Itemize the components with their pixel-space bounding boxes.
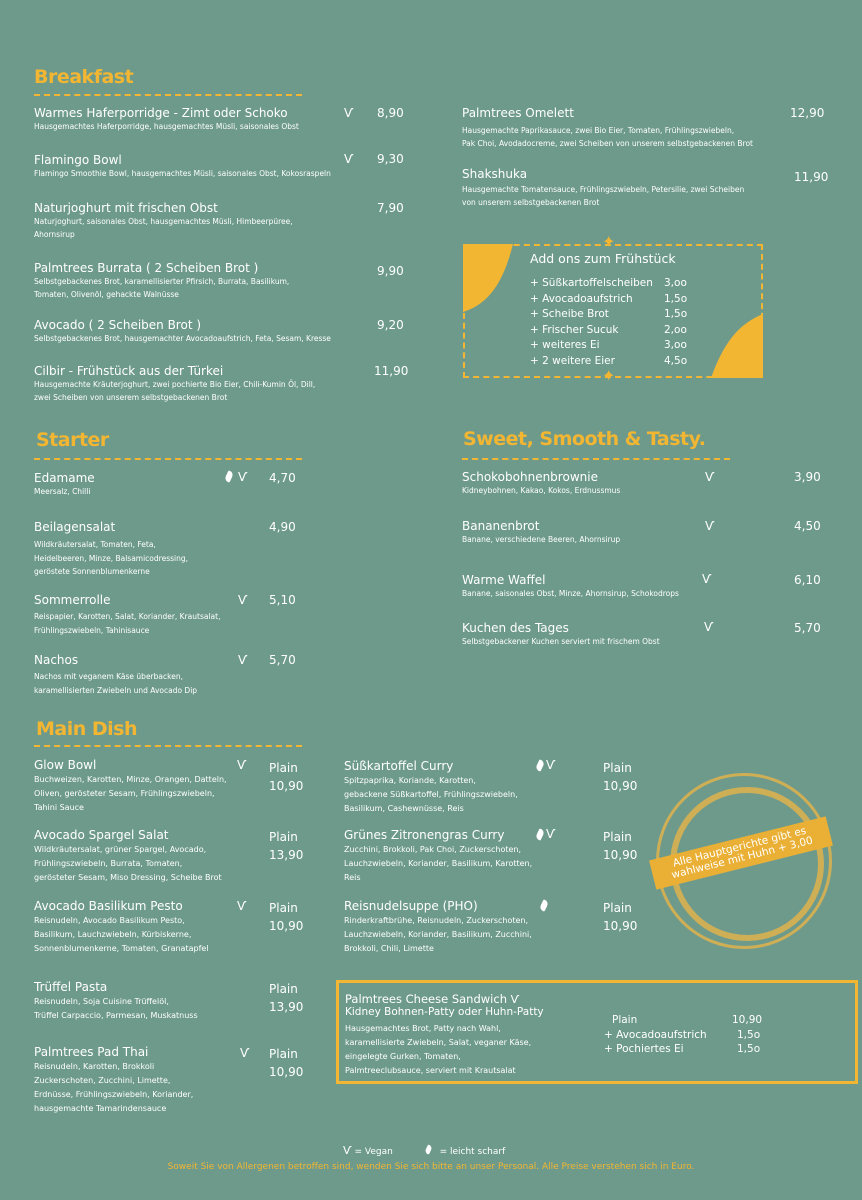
item-desc: Zucchini, Brokkoli, Pak Choi, Zuckerschoten, Lauchzwiebeln, Koriander, Basilikum, Karotten, Reis	[344, 845, 533, 882]
sparkle-icon: ✦	[602, 366, 616, 385]
menu-item	[34, 758, 247, 815]
sandwich-subtitle: Kidney Bohnen-Patty oder Huhn-Patty	[345, 1006, 544, 1018]
item-name: Palmtrees Pad Thai	[34, 1045, 149, 1059]
item-price: 4,50	[794, 519, 821, 533]
option-name: + Avocadoaufstrich	[604, 1028, 707, 1041]
item-price: 4,90	[269, 520, 296, 534]
vegan-leaf-icon: Ѵ	[546, 827, 556, 841]
vegan-leaf-icon: Ѵ	[238, 470, 248, 484]
item-desc: Hausgemachte Tomatensauce, Frühlingszwiebeln, Petersilie, zwei Scheiben von unserem selbstgebackenen Brot	[462, 185, 745, 207]
sandwich-options	[604, 1013, 762, 1057]
item-desc: Nachos mit veganem Käse überbacken, karamellisierten Zwiebeln und Avocado Dip	[34, 672, 198, 695]
menu-item	[34, 899, 264, 956]
menu-item	[462, 106, 802, 150]
item-price-block	[603, 828, 637, 864]
divider	[462, 458, 730, 460]
item-name: Glow Bowl	[34, 758, 97, 772]
addon-name: + weiteres Ei	[530, 339, 600, 351]
item-desc: Rinderkraftbrühe, Reisnudeln, Zuckerschoten, Lauchzwiebeln, Koriander, Basilikum, Zucchini, Brokkoli, Chili, Limette	[344, 916, 532, 953]
addon-name: + Süßkartoffelscheiben	[530, 277, 653, 289]
addon-price: 4,5o	[664, 354, 688, 367]
item-price: 10,90	[269, 919, 304, 933]
item-name: Nachos	[34, 653, 79, 667]
menu-item	[34, 520, 254, 579]
item-desc: Reispapier, Karotten, Salat, Koriander, Krautsalat, Frühlingszwiebeln, Tahinisauce	[34, 612, 221, 635]
item-desc: Selbstgebackenes Brot, hausgemachter Avocadoaufstrich, Feta, Sesam, Kresse	[34, 334, 331, 343]
vegan-leaf-icon: Ѵ	[240, 1046, 250, 1060]
item-name: Kuchen des Tages	[462, 621, 569, 635]
legend-spicy: = leicht scharf	[439, 1147, 506, 1157]
item-price-block	[269, 1045, 303, 1081]
item-name: Süßkartoffel Curry	[344, 759, 454, 773]
divider	[34, 94, 302, 96]
addons-box	[463, 232, 763, 385]
item-name: Cilbir - Frühstück aus der Türkei	[34, 364, 224, 378]
item-price: 13,90	[269, 1000, 304, 1014]
vegan-leaf-icon: Ѵ	[705, 519, 715, 533]
menu-item	[462, 573, 722, 601]
item-price: 6,10	[794, 573, 821, 587]
option-price: 1,5o	[737, 1028, 761, 1041]
option-row	[604, 1013, 762, 1028]
item-price: 9,90	[377, 264, 404, 278]
addon-row	[530, 276, 687, 292]
menu-item	[34, 653, 264, 697]
item-price: 9,20	[377, 318, 404, 332]
plain-label: Plain	[269, 982, 298, 996]
item-name: Reisnudelsuppe (PHO)	[344, 899, 478, 913]
menu-item	[462, 621, 722, 649]
item-price-block	[603, 759, 637, 795]
item-price: 5,70	[794, 621, 821, 635]
vegan-leaf-icon: Ѵ	[702, 572, 712, 586]
item-price: 12,90	[790, 106, 825, 120]
item-name: Palmtrees Omelett	[462, 106, 574, 120]
plain-label: Plain	[603, 830, 632, 844]
addons-list	[530, 276, 687, 369]
vegan-leaf-icon: Ѵ	[344, 106, 354, 120]
item-name: Avocado Spargel Salat	[34, 828, 169, 842]
option-row	[604, 1028, 762, 1043]
item-price-block	[269, 828, 303, 864]
addon-name: + Frischer Sucuk	[530, 323, 619, 336]
item-price: 10,90	[269, 779, 304, 793]
vegan-leaf-icon: Ѵ	[704, 620, 714, 634]
vegan-leaf-icon: Ѵ	[510, 993, 520, 1006]
divider	[34, 458, 302, 460]
item-price: 3,90	[794, 470, 821, 484]
plain-label: Plain	[269, 901, 298, 915]
item-name: Beilagensalat	[34, 520, 116, 534]
divider	[34, 745, 302, 747]
legend	[343, 1144, 505, 1157]
item-price: 8,90	[377, 106, 404, 120]
item-price-block	[269, 759, 303, 795]
sandwich-desc: Hausgemachtes Brot, Patty nach Wahl, karamellisierte Zwiebeln, Salat, veganer Käse, eingelegte Gurken, Tomaten, Palmtreeclubsauce, serviert mit Krautsalat	[345, 1024, 532, 1075]
item-desc: Banane, saisonales Obst, Minze, Ahornsirup, Schokodrops	[462, 589, 679, 598]
addon-row	[530, 307, 687, 323]
section-title-breakfast: Breakfast	[34, 66, 134, 88]
menu-item	[34, 201, 374, 241]
item-price: 7,90	[377, 201, 404, 215]
item-price: 5,70	[269, 653, 296, 667]
menu-item	[34, 261, 374, 301]
item-price-block	[603, 899, 637, 935]
chili-icon	[426, 1145, 431, 1157]
menu-item	[34, 1045, 264, 1116]
item-price: 4,70	[269, 471, 296, 485]
item-price-block	[269, 980, 303, 1016]
menu-item	[462, 470, 715, 498]
item-price: 11,90	[374, 364, 409, 378]
chili-icon	[537, 760, 543, 774]
vegan-leaf-icon: Ѵ	[238, 653, 248, 667]
addon-price: 1,5o	[664, 308, 688, 320]
legend-vegan: = Vegan	[354, 1147, 393, 1157]
vegan-leaf-icon: Ѵ	[238, 593, 248, 607]
addon-name: + Avocadoaufstrich	[530, 292, 633, 305]
addon-price: 2,oo	[664, 323, 687, 336]
plain-label: Plain	[269, 761, 298, 775]
menu-item	[34, 471, 234, 499]
item-desc: Meersalz, Chilli	[34, 487, 91, 496]
item-desc: Naturjoghurt, saisonales Obst, hausgemachtes Müsli, Himbeerpüree, Ahornsirup	[34, 217, 293, 239]
menu-item	[34, 318, 404, 346]
section-title-sweet: Sweet, Smooth & Tasty.	[463, 428, 706, 450]
menu-item	[462, 519, 715, 547]
option-row	[604, 1042, 762, 1057]
item-desc: Hausgemachte Kräuterjoghurt, zwei pochierte Bio Eier, Chili-Kumin Öl, Dill, zwei Scheiben von unserem selbstgebackenen Brot	[34, 380, 316, 402]
allergen-footer: Soweit Sie von Allergenen betroffen sind, wenden Sie sich bitte an unser Personal. Alle Preise verstehen sich in Euro.	[167, 1162, 695, 1172]
option-name: + Pochiertes Ei	[604, 1043, 684, 1055]
menu-item	[462, 167, 802, 209]
menu-item	[34, 980, 264, 1023]
addon-row	[530, 354, 687, 370]
item-desc: Reisnudeln, Karotten, Brokkoli Zuckerschoten, Zucchini, Limette, Erdnüsse, Frühlingszwiebeln, Koriander, hausgemachte Tamarindensauce	[34, 1062, 194, 1113]
addon-name: + Scheibe Brot	[530, 308, 609, 320]
item-desc: Reisnudeln, Soja Cuisine Trüffelöl, Trüffel Carpaccio, Parmesan, Muskatnuss	[34, 997, 198, 1020]
item-desc: Spitzpaprika, Koriande, Karotten, gebackene Süßkartoffel, Frühlingszwiebeln, Basilikum, Cashewnüsse, Reis	[344, 776, 518, 813]
option-name: Plain	[612, 1014, 638, 1026]
item-price: 10,90	[603, 848, 638, 862]
sparkle-icon: ✦	[602, 232, 616, 251]
item-name: Flamingo Bowl	[34, 153, 122, 167]
vegan-leaf-icon: Ѵ	[237, 758, 247, 772]
item-price: 10,90	[269, 1065, 304, 1079]
item-desc: Banane, verschiedene Beeren, Ahornsirup	[462, 535, 621, 544]
item-name: Naturjoghurt mit frischen Obst	[34, 201, 218, 215]
addon-price: 3,oo	[664, 277, 687, 289]
item-price-block	[269, 899, 303, 935]
plain-label: Plain	[603, 901, 632, 915]
section-title-main: Main Dish	[36, 718, 138, 740]
menu-item	[34, 593, 264, 637]
addon-row	[530, 323, 687, 339]
chili-icon	[541, 900, 547, 914]
item-desc: Wildkräutersalat, grüner Spargel, Avocado, Frühlingszwiebeln, Burrata, Tomaten, gerösteter Sesam, Miso Dressing, Scheibe Brot	[34, 845, 222, 882]
item-desc: Reisnudeln, Avocado Basilikum Pesto, Basilikum, Lauchzwiebeln, Kürbiskerne, Sonnenblumenkerne, Tomaten, Granatapfel	[34, 916, 209, 953]
vegan-leaf-icon: Ѵ	[546, 758, 556, 772]
item-name: Edamame	[34, 471, 95, 485]
item-name: Trüffel Pasta	[34, 980, 108, 994]
item-desc: Kidneybohnen, Kakao, Kokos, Erdnussmus	[462, 486, 621, 495]
item-name: Grünes Zitronengras Curry	[344, 828, 505, 842]
addon-row	[530, 338, 687, 354]
item-name: Warmes Haferporridge - Zimt oder Schoko	[34, 106, 288, 120]
item-desc: Selbstgebackener Kuchen serviert mit frischem Obst	[462, 637, 660, 646]
sandwich-title-row	[345, 992, 519, 1007]
chili-icon	[226, 471, 232, 485]
item-price: 9,30	[377, 152, 404, 166]
option-price: 10,90	[732, 1014, 763, 1026]
sandwich-title: Palmtrees Cheese Sandwich	[345, 992, 507, 1006]
addons-title: Add ons zum Frühstück	[530, 251, 676, 266]
item-name: Shakshuka	[462, 167, 528, 181]
item-name: Warme Waffel	[462, 573, 546, 587]
section-title-starter: Starter	[36, 429, 109, 451]
plain-label: Plain	[269, 1047, 298, 1061]
vegan-leaf-icon: Ѵ	[705, 470, 715, 484]
menu-item	[34, 828, 264, 885]
item-price: 13,90	[269, 848, 304, 862]
stamp-text: Alle Hauptgerichte gibt es wahlweise mit Huhn + 3,00	[670, 824, 815, 882]
plain-label: Plain	[603, 761, 632, 775]
item-price: 5,10	[269, 593, 296, 607]
chili-icon	[537, 829, 543, 843]
item-desc: Flamingo Smoothie Bowl, hausgemachtes Müsli, saisonales Obst, Kokosraspeln	[34, 169, 331, 178]
addon-price: 1,5o	[664, 292, 688, 305]
item-name: Avocado Basilikum Pesto	[34, 899, 183, 913]
vegan-leaf-icon: Ѵ	[237, 899, 247, 913]
addon-name: + 2 weitere Eier	[530, 354, 615, 367]
item-price: 11,90	[794, 170, 829, 184]
item-desc: Selbstgebackenes Brot, karamellisierter Pfirsich, Burrata, Basilikum, Tomaten, Olivenöl, gehackte Walnüsse	[34, 277, 290, 299]
vegan-leaf-icon: Ѵ	[344, 152, 354, 166]
item-name: Avocado ( 2 Scheiben Brot )	[34, 318, 202, 332]
addon-row	[530, 292, 687, 308]
item-desc: Hausgemachte Paprikasauce, zwei Bio Eier, Tomaten, Frühlingszwiebeln, Pak Choi, Avodadocreme, zwei Scheiben von unserem selbstgebackenen Brot	[462, 126, 753, 148]
item-desc: Wildkräutersalat, Tomaten, Feta, Heidelbeeren, Minze, Balsamicodressing, geröstete Sonnenblumenkerne	[34, 540, 188, 576]
option-price: 1,5o	[737, 1043, 761, 1055]
item-desc: Hausgemachtes Haferporridge, hausgemachtes Müsli, saisonales Obst	[34, 122, 299, 131]
item-price: 10,90	[603, 919, 638, 933]
item-price: 10,90	[603, 779, 638, 793]
menu-item	[34, 364, 374, 404]
vegan-leaf-icon: Ѵ	[343, 1144, 352, 1157]
item-desc: Buchweizen, Karotten, Minze, Orangen, Datteln, Oliven, gerösteter Sesam, Frühlingszwiebeln, Tahini Sauce	[34, 775, 227, 812]
sandwich-box	[336, 980, 858, 1084]
item-name: Sommerrolle	[34, 593, 111, 607]
item-name: Bananenbrot	[462, 519, 540, 533]
item-name: Palmtrees Burrata ( 2 Scheiben Brot )	[34, 261, 259, 275]
item-name: Schokobohnenbrownie	[462, 470, 598, 484]
plain-label: Plain	[269, 830, 298, 844]
addon-price: 3,oo	[664, 339, 687, 351]
